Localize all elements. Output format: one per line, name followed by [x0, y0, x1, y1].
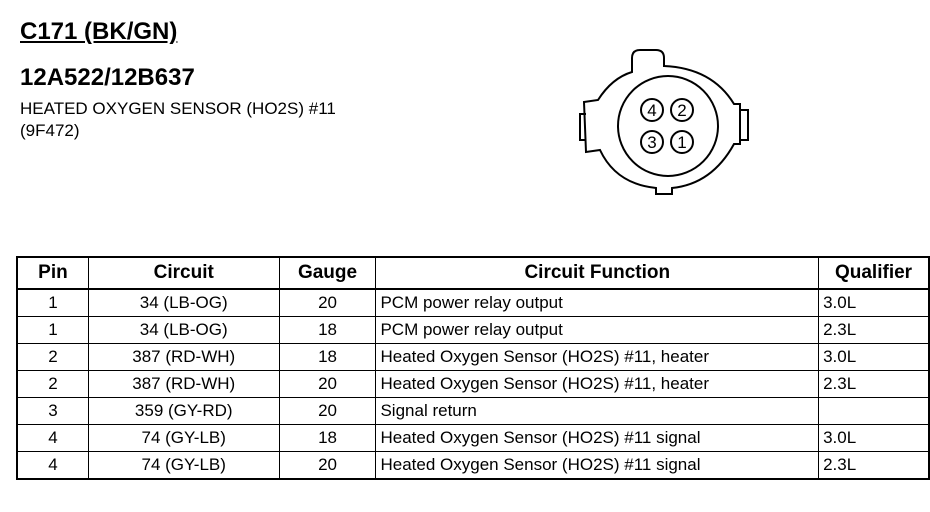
pin-table [16, 256, 930, 480]
cell-pin: 1 [17, 317, 88, 344]
cell-pin: 2 [17, 344, 88, 371]
header-function: Circuit Function [376, 257, 819, 289]
cell-qualifier: 3.0L [819, 344, 929, 371]
cell-gauge: 20 [279, 371, 376, 398]
connector-housing-outline [584, 50, 740, 194]
cell-pin: 3 [17, 398, 88, 425]
pin-4-label: 4 [647, 101, 657, 120]
cell-qualifier: 3.0L [819, 289, 929, 317]
cell-circuit: 34 (LB-OG) [88, 317, 279, 344]
header-pin: Pin [17, 257, 88, 289]
cell-qualifier: 2.3L [819, 452, 929, 480]
description-line-2: (9F472) [20, 121, 80, 140]
table-row [17, 317, 929, 344]
cell-function: PCM power relay output [376, 317, 819, 344]
header-gauge: Gauge [279, 257, 376, 289]
connector-title: C171 (BK/GN) [20, 18, 178, 45]
cell-qualifier: 2.3L [819, 317, 929, 344]
connector-latch [740, 110, 748, 140]
cell-circuit: 359 (GY-RD) [88, 398, 279, 425]
cell-function: Signal return [376, 398, 819, 425]
cell-circuit: 74 (GY-LB) [88, 425, 279, 452]
cell-function: Heated Oxygen Sensor (HO2S) #11 signal [376, 425, 819, 452]
cell-function: Heated Oxygen Sensor (HO2S) #11 signal [376, 452, 819, 480]
cell-gauge: 18 [279, 317, 376, 344]
cell-function: Heated Oxygen Sensor (HO2S) #11, heater [376, 371, 819, 398]
pin-2-label: 2 [677, 101, 687, 120]
header-circuit: Circuit [88, 257, 279, 289]
cell-gauge: 20 [279, 289, 376, 317]
cell-gauge: 18 [279, 344, 376, 371]
cell-gauge: 18 [279, 425, 376, 452]
cell-gauge: 20 [279, 398, 376, 425]
cell-gauge: 20 [279, 452, 376, 480]
connector-face-diagram [572, 44, 762, 214]
table-header-row [17, 257, 929, 289]
part-number: 12A522/12B637 [20, 64, 195, 91]
cell-pin: 2 [17, 371, 88, 398]
table-row [17, 344, 929, 371]
cell-circuit: 74 (GY-LB) [88, 452, 279, 480]
description-line-1: HEATED OXYGEN SENSOR (HO2S) #11 [20, 99, 336, 118]
connector-description [20, 98, 336, 142]
cell-qualifier: 2.3L [819, 371, 929, 398]
cell-circuit: 34 (LB-OG) [88, 289, 279, 317]
cell-pin: 4 [17, 452, 88, 480]
table-row [17, 371, 929, 398]
cell-circuit: 387 (RD-WH) [88, 344, 279, 371]
cell-function: PCM power relay output [376, 289, 819, 317]
cell-function: Heated Oxygen Sensor (HO2S) #11, heater [376, 344, 819, 371]
table-row [17, 452, 929, 480]
connector-inner-ring [618, 76, 718, 176]
table-row [17, 425, 929, 452]
pin-1-label: 1 [677, 133, 687, 152]
cell-pin: 4 [17, 425, 88, 452]
table-row [17, 289, 929, 317]
cell-qualifier [819, 398, 929, 425]
table-row [17, 398, 929, 425]
cell-circuit: 387 (RD-WH) [88, 371, 279, 398]
cell-pin: 1 [17, 289, 88, 317]
pin-3-label: 3 [647, 133, 657, 152]
header-qualifier: Qualifier [819, 257, 929, 289]
cell-qualifier: 3.0L [819, 425, 929, 452]
